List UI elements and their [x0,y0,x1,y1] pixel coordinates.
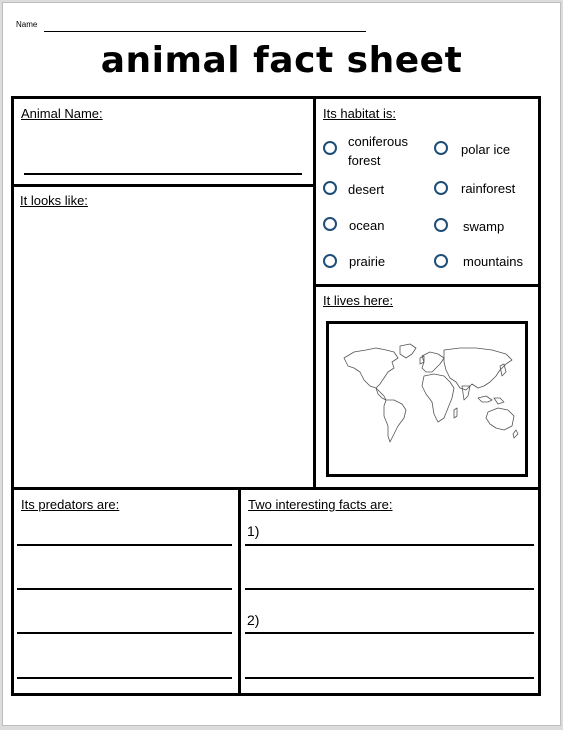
predator-line-3[interactable] [17,632,232,634]
fact-1-line-1[interactable] [245,544,534,546]
facts-box [238,487,541,696]
radio-rainforest[interactable] [434,181,448,195]
option-ocean: ocean [349,218,385,233]
page-title: animal fact sheet [100,40,463,81]
radio-polar-ice[interactable] [434,141,448,155]
radio-ocean[interactable] [323,217,337,231]
fact-2-line-1[interactable] [245,632,534,634]
world-map-image [340,342,520,450]
fact-2-number: 2) [247,612,260,628]
radio-coniferous-forest[interactable] [323,141,337,155]
fact-1-number: 1) [247,523,260,539]
option-mountains: mountains [463,254,523,269]
looks-like-box[interactable] [11,184,316,490]
animal-name-label: Animal Name: [21,106,103,121]
option-swamp: swamp [463,219,505,234]
habitat-label: Its habitat is: [323,106,396,121]
radio-mountains[interactable] [434,254,448,268]
fact-2-line-2[interactable] [245,677,534,679]
predators-label: Its predators are: [21,497,120,512]
radio-prairie[interactable] [323,254,337,268]
option-prairie: prairie [349,254,386,269]
animal-name-write-line[interactable] [24,173,302,175]
option-rainforest: rainforest [461,181,516,196]
predator-line-1[interactable] [17,544,232,546]
looks-like-label: It looks like: [20,193,88,208]
radio-desert[interactable] [323,181,337,195]
lives-here-label: It lives here: [323,293,394,308]
facts-label: Two interesting facts are: [248,497,393,512]
option-coniferous-forest: coniferous forest [348,134,408,168]
option-desert: desert [348,182,385,197]
predator-line-4[interactable] [17,677,232,679]
fact-1-line-2[interactable] [245,588,534,590]
radio-swamp[interactable] [434,218,448,232]
predator-line-2[interactable] [17,588,232,590]
predators-box [11,487,241,696]
name-write-line[interactable] [44,31,366,32]
name-label: Name [16,20,38,29]
option-polar-ice: polar ice [461,142,511,157]
